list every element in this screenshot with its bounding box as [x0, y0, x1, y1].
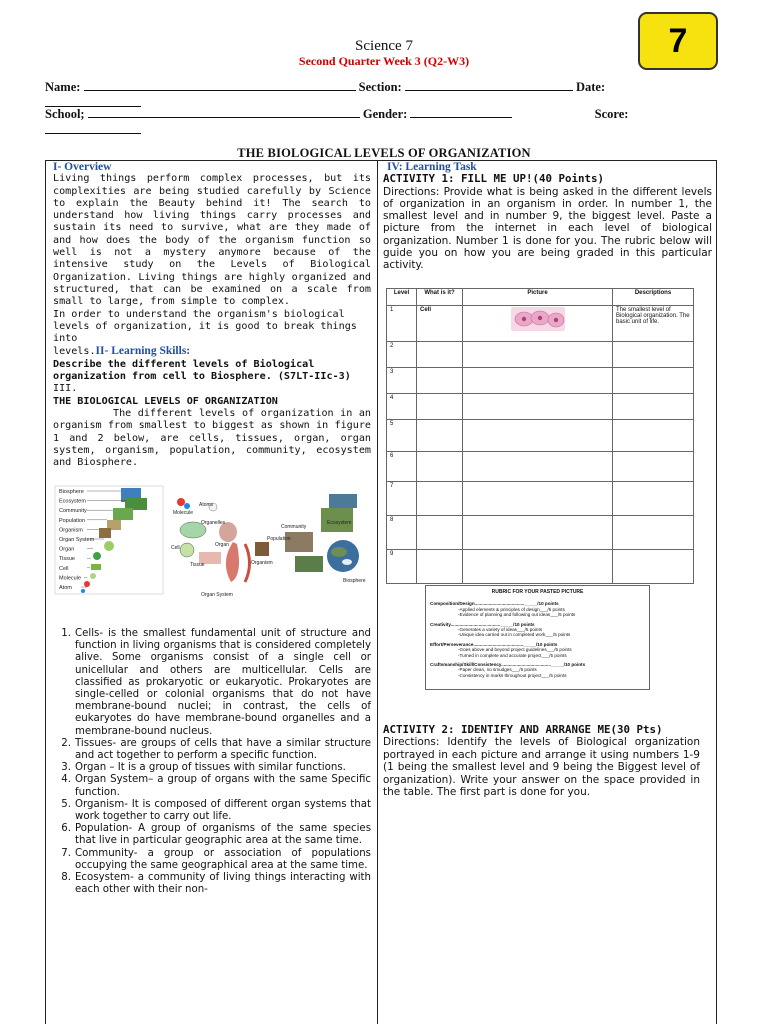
table-row	[387, 342, 694, 368]
figure2-label: Population	[267, 536, 291, 542]
rubric-leader-dots: ......................................._____	[450, 621, 514, 627]
skills-heading: II- Learning Skills:	[95, 345, 191, 358]
table-row	[387, 482, 694, 516]
figure2-label: Ecosystem	[327, 520, 352, 526]
skills-row	[53, 345, 371, 358]
cell-level: 7	[387, 482, 417, 516]
header-level: Level	[387, 289, 417, 306]
rubric-subcriterion: -Goes above and beyond project guidelines___/5 points	[458, 647, 572, 653]
rubric-criterion-points: /10 points	[537, 601, 559, 607]
cell-level: 8	[387, 516, 417, 550]
list-item-text: Community- a group or association of populations occupying the same geographical area at the same time.	[75, 847, 371, 871]
name-label: Name:	[45, 80, 81, 94]
list-item-text: Tissues- are groups of cells that have a similar structure and act together to perform a specific function.	[75, 737, 371, 762]
community-thumb	[113, 508, 133, 520]
list-item-number: 6.	[61, 823, 71, 835]
section3-text: The different levels of organization in an organism from smallest to biggest as shown in figure 1 and 2 below, are cells, tissues, organ, organ system, organism, population, community, ecosystem and Biosphere.	[53, 407, 371, 469]
cell-picture[interactable]	[463, 394, 613, 420]
cell-level: 1	[387, 306, 417, 342]
list-item-number: 7.	[61, 847, 71, 859]
rubric-subcriterion: -Evidence of planning and following out ideas___/5 points	[458, 612, 576, 618]
rubric-subcriterion: -Paper clean, no smudges___/5 points	[458, 667, 537, 673]
grade-badge: 7	[638, 12, 718, 70]
activity2	[383, 724, 700, 798]
figure1-label: Organ	[59, 546, 75, 553]
list-item-number: 2.	[61, 737, 71, 749]
cell-level: 9	[387, 550, 417, 584]
list-item-number: 5.	[61, 798, 71, 810]
cell-picture[interactable]	[463, 482, 613, 516]
section-field[interactable]	[405, 80, 573, 91]
list-item-number: 4.	[61, 774, 71, 786]
list-item	[53, 738, 371, 762]
table-row	[387, 516, 694, 550]
figure1-label: Ecosystem	[59, 498, 86, 505]
figure2-label: Biosphere	[343, 578, 366, 584]
list-item-number: 1.	[61, 628, 71, 639]
rubric-criterion-points: /10 points	[513, 621, 535, 627]
score-continuation	[45, 123, 141, 138]
school-field[interactable]	[88, 107, 360, 118]
figure1-label: Molecule	[59, 575, 82, 582]
tissue-thumb	[91, 564, 101, 570]
levels-list	[53, 628, 371, 896]
header-descriptions: Descriptions	[613, 289, 694, 306]
figure1-label: Tissue	[59, 556, 75, 563]
list-item-text: Organ System– a group of organs with the same Specific function.	[75, 774, 371, 798]
week-label: Second Quarter Week 3 (Q2-W3)	[298, 54, 470, 68]
date-label: Date:	[575, 80, 606, 94]
name-field[interactable]	[84, 80, 356, 91]
list-item	[53, 628, 371, 738]
overview-text-2: In order to understand the organism's biological levels of organization, it is good to break things into	[53, 308, 357, 345]
cell-picture[interactable]	[463, 550, 613, 584]
learning-task-heading: IV: Learning Task	[387, 161, 477, 173]
rubric-subcriterion: -Unique idea carried out in completed work___/5 points	[458, 632, 571, 638]
cell-description	[613, 420, 694, 452]
school-row	[45, 107, 628, 122]
overview-heading: I- Overview	[53, 161, 112, 173]
list-item-text: Population- A group of organisms of the same species that live in particular geographic area at the same time.	[75, 823, 371, 847]
rubric-subcriterion: -Applied elements & principles of design___/5 points	[458, 606, 565, 612]
list-item	[53, 823, 371, 847]
cell-what	[417, 394, 463, 420]
rubric-title: RUBRIC FOR YOUR PASTED PICTURE	[491, 589, 584, 595]
list-item	[53, 799, 371, 823]
organ-system-thumb	[104, 541, 114, 551]
organism-thumb	[99, 528, 111, 538]
organ-thumb	[93, 552, 101, 560]
subject-title: Science 7	[355, 38, 413, 54]
header-picture: Picture	[463, 289, 613, 306]
atom-thumb	[81, 589, 85, 593]
activity1-title: ACTIVITY 1: FILL ME UP!(40 Points)	[383, 172, 605, 186]
rubric-leader-dots: ......................................._____	[501, 662, 564, 668]
activity1-directions: Directions: Provide what is being asked in the different levels of organization in an organism in order. In number 1, the smallest level and in number 9, the biggest level. Paste a picture from the internet in each level of biological organization. Number 1 is done for you. The rubric below will guide you on how you are being graded in this particular activity.	[383, 185, 712, 272]
cell-level: 6	[387, 452, 417, 482]
cell-what	[417, 342, 463, 368]
rubric-box	[425, 585, 650, 690]
column-divider	[377, 160, 378, 1024]
table-row	[387, 452, 694, 482]
right-column	[383, 161, 712, 272]
cell-what: Cell	[417, 306, 463, 342]
figure2-label: Tissue	[190, 562, 205, 568]
activity2-directions: Directions: Identify the levels of Biological organization portrayed in each picture and arrange it using numbers 1-9 (1 being the smallest level and 9 being the Biggest level of organization). Write your answer on the space provided in the table. The first part is done for you.	[383, 736, 700, 799]
cell-picture-image	[511, 307, 565, 331]
overview-text: Living things perform complex processes, but its complexities are being studied carefully by Science to explain the Beauty behind it! The search to understand how living things carry processes and sustain its need to survive, what are they made of and how does the body of the organism function so well is not a mystery anymore because of the intensive study on the Levels of Biological Organization. Living things are highly organized and structured, that can be examined on a scale from small to large, from simple to complex.	[53, 173, 371, 308]
list-item	[53, 774, 371, 798]
section3-heading: THE BIOLOGICAL LEVELS OF ORGANIZATION	[53, 395, 278, 407]
table-header-row	[387, 289, 694, 306]
cell-description	[613, 482, 694, 516]
cell-what	[417, 452, 463, 482]
levels-word: levels.	[53, 346, 96, 358]
list-item	[53, 872, 371, 896]
cell-level: 5	[387, 420, 417, 452]
rubric-criterion-name: Craftsmanship/Skill/Consistency	[430, 662, 502, 668]
list-item	[53, 762, 371, 774]
molecule-thumb	[84, 581, 90, 587]
cell-picture[interactable]	[463, 306, 613, 342]
figure1-label: Community	[59, 508, 87, 515]
roman-three: III.	[53, 383, 78, 395]
table-row	[387, 306, 694, 342]
table-row	[387, 550, 694, 584]
list-item-number: 3.	[61, 762, 71, 774]
figure2-label: Atoms	[199, 502, 214, 508]
cell-picture[interactable]	[463, 452, 613, 482]
list-item-text: Cells- is the smallest fundamental unit of structure and function in living organisms that is considered completely alive. Some organisms consist of a single cell or unicellular and others are multicellular. Cells are classified as prokaryotic or eukaryotic. Prokaryotes are single-celled or colonial organisms that do not have membrane-bound nuclei; in contrast, the cells of eukaryotes do have membrane-bound organelles and a membrane-bound nucleus.	[75, 628, 371, 737]
figure1-label: Atom	[59, 585, 72, 591]
cell-what	[417, 482, 463, 516]
cell-what	[417, 550, 463, 584]
figure1-label: Organ System	[59, 537, 95, 543]
figure1-label: Biosphere	[59, 489, 84, 495]
cell-level: 2	[387, 342, 417, 368]
rubric-criterion-name: Effort/Perseverance	[430, 641, 474, 647]
school-label: School;	[45, 107, 85, 121]
list-item-text: Organism- It is composed of different organ systems that work together to carry out life.	[75, 798, 371, 823]
cell-description	[613, 516, 694, 550]
rubric-criterion-points: /10 points	[563, 662, 586, 668]
cell-picture[interactable]	[463, 516, 613, 550]
cell-picture[interactable]	[463, 420, 613, 452]
table-row	[387, 368, 694, 394]
document-title: THE BIOLOGICAL LEVELS OF ORGANIZATION	[237, 146, 531, 160]
rubric-leader-dots: ......................................._____	[474, 601, 538, 607]
figure2-label: Organ System	[201, 592, 233, 598]
list-item	[53, 848, 371, 872]
list-item-text: Organ – It is a group of tissues with similar functions.	[75, 762, 346, 774]
section-label: Section:	[358, 80, 402, 94]
cell-picture[interactable]	[463, 342, 613, 368]
gender-field[interactable]	[410, 107, 512, 118]
cell-description	[613, 550, 694, 584]
cell-description: The smallest level of Biological organization. The basic unit of life.	[613, 306, 694, 342]
date-field[interactable]	[45, 96, 141, 107]
list-item-text: Ecosystem- a community of living things interacting with each other with their non-	[75, 872, 371, 896]
rubric-subcriterion: -Generates a variety of ideas___/5 points	[458, 627, 543, 633]
header-what: What is it?	[417, 289, 463, 306]
cell-what	[417, 516, 463, 550]
activity2-title: ACTIVITY 2: IDENTIFY AND ARRANGE ME(30 Pts)	[383, 723, 663, 736]
list-item-number: 8.	[61, 872, 71, 884]
cell-what	[417, 368, 463, 394]
figure1-label: Organism	[59, 527, 83, 534]
cell-description	[613, 394, 694, 420]
cell-thumb	[90, 573, 96, 579]
table-row	[387, 420, 694, 452]
figure2-label: Cell	[171, 545, 180, 551]
rubric-leader-dots: ......................................._____	[473, 641, 536, 647]
rubric-criterion-name: Composition/Design	[430, 601, 475, 607]
figure2-label: Organ	[215, 542, 229, 548]
rubric-criterion-name: Creativity	[430, 621, 451, 627]
figure2-label: Organelles	[201, 520, 226, 526]
skills-text: Describe the different levels of Biological organization from cell to Biosphere. (S7LT-IIc-3)	[53, 358, 351, 383]
rubric-subcriterion: -Consistency in marks throughout project___/5 points	[458, 672, 567, 678]
score-field[interactable]	[45, 123, 141, 134]
cell-picture[interactable]	[463, 368, 613, 394]
activity1-table	[386, 288, 694, 584]
levels-figure-svg	[53, 484, 371, 600]
figure2-label: Organism	[251, 560, 273, 566]
figure2-label: Molecule	[173, 510, 194, 516]
cell-description	[613, 342, 694, 368]
figure2-label: Community	[281, 524, 307, 530]
cell-level: 3	[387, 368, 417, 394]
rubric-subcriterion: -Turned in complete and accurate project___/5 points	[458, 652, 567, 658]
name-row	[45, 80, 605, 95]
left-column	[53, 161, 371, 469]
score-label: Score:	[594, 107, 629, 121]
table-row	[387, 394, 694, 420]
cell-level: 4	[387, 394, 417, 420]
figure1-label: Cell	[59, 565, 69, 572]
cell-description	[613, 368, 694, 394]
levels-figure	[53, 484, 371, 600]
cell-what	[417, 420, 463, 452]
rubric-criterion-points: /10 points	[535, 641, 558, 647]
gender-label: Gender:	[362, 107, 408, 121]
figure1-label: Population	[59, 517, 85, 524]
cell-description	[613, 452, 694, 482]
